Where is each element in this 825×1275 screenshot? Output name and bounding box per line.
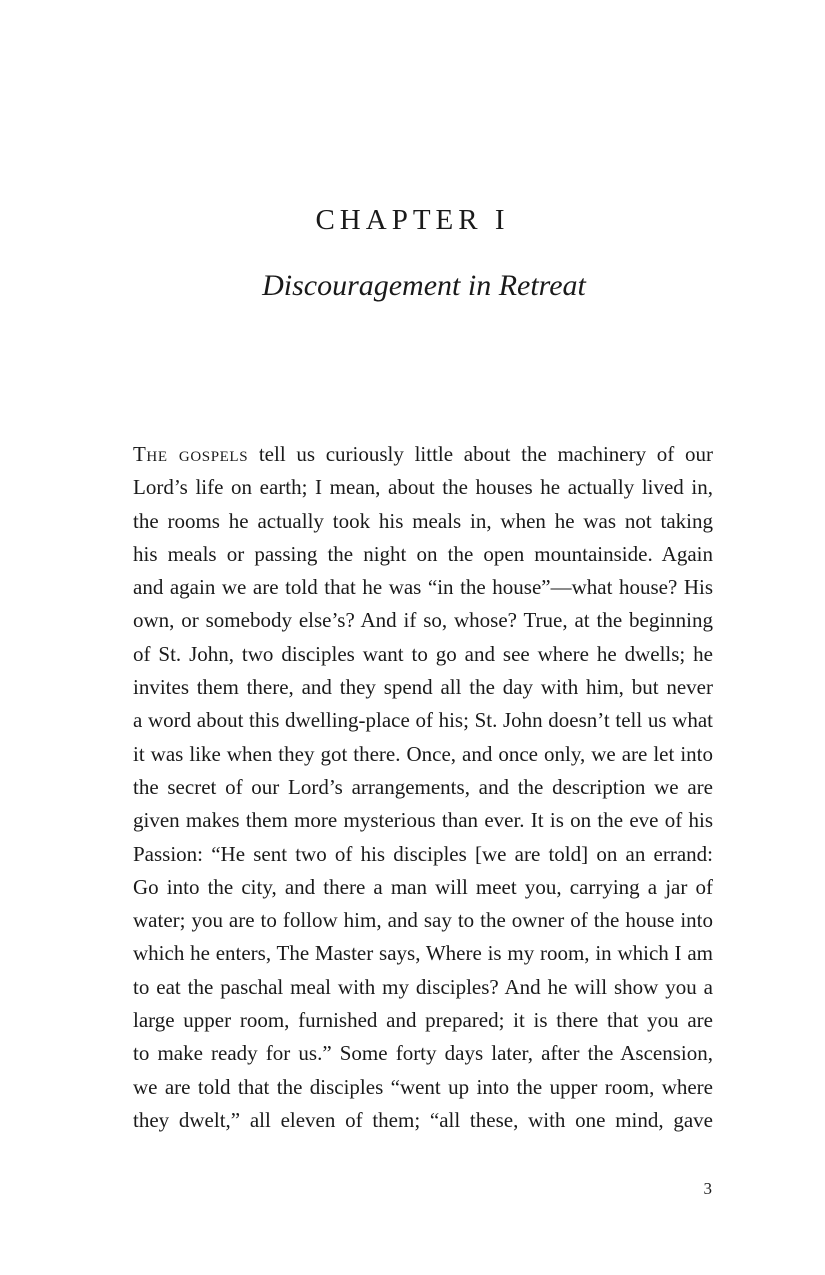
- text-line: [133, 438, 713, 471]
- body-paragraph: [133, 438, 713, 1137]
- text-line: given makes them more mysterious than ever. It is on the eve of his: [133, 808, 713, 833]
- chapter-title: Discouragement in Retreat: [262, 269, 586, 302]
- page-number: 3: [703, 1179, 712, 1198]
- text-line: a word about this dwelling-place of his; St. John doesn’t tell us what: [133, 708, 713, 733]
- text-line: water; you are to follow him, and say to the owner of the house into: [133, 908, 713, 933]
- text-line: Passion: “He sent two of his disciples [we are told] on an errand:: [133, 841, 713, 866]
- text-line: of St. John, two disciples want to go and see where he dwells; he: [133, 641, 713, 666]
- text-line: the secret of our Lord’s arrangements, and the description we are: [133, 774, 713, 799]
- text-line: the rooms he actually took his meals in, when he was not taking: [133, 508, 713, 533]
- text-line: invites them there, and they spend all the day with him, but never: [133, 675, 713, 700]
- text-line: own, or somebody else’s? And if so, whose? True, at the beginning: [133, 608, 713, 633]
- text-line: to make ready for us.” Some forty days later, after the Ascension,: [133, 1041, 713, 1066]
- chapter-heading: CHAPTER I: [315, 204, 510, 236]
- text-line: which he enters, The Master says, Where is my room, in which I am: [133, 941, 713, 966]
- text-line-rest: tell us curiously little about the machinery of our: [248, 442, 713, 466]
- text-line: they dwelt,” all eleven of them; “all these, with one mind, gave: [133, 1107, 713, 1132]
- text-line: to eat the paschal meal with my disciples? And he will show you a: [133, 974, 713, 999]
- opening-smallcaps: The gospels: [133, 442, 249, 466]
- text-line: Lord’s life on earth; I mean, about the houses he actually lived in,: [133, 475, 713, 500]
- text-line: we are told that the disciples “went up into the upper room, where: [133, 1074, 713, 1099]
- text-line: it was like when they got there. Once, and once only, we are let into: [133, 741, 713, 766]
- text-line: Go into the city, and there a man will meet you, carrying a jar of: [133, 874, 713, 899]
- text-line: large upper room, furnished and prepared; it is there that you are: [133, 1008, 713, 1033]
- text-line: his meals or passing the night on the open mountainside. Again: [133, 541, 713, 566]
- text-line: and again we are told that he was “in the house”—what house? His: [133, 575, 713, 600]
